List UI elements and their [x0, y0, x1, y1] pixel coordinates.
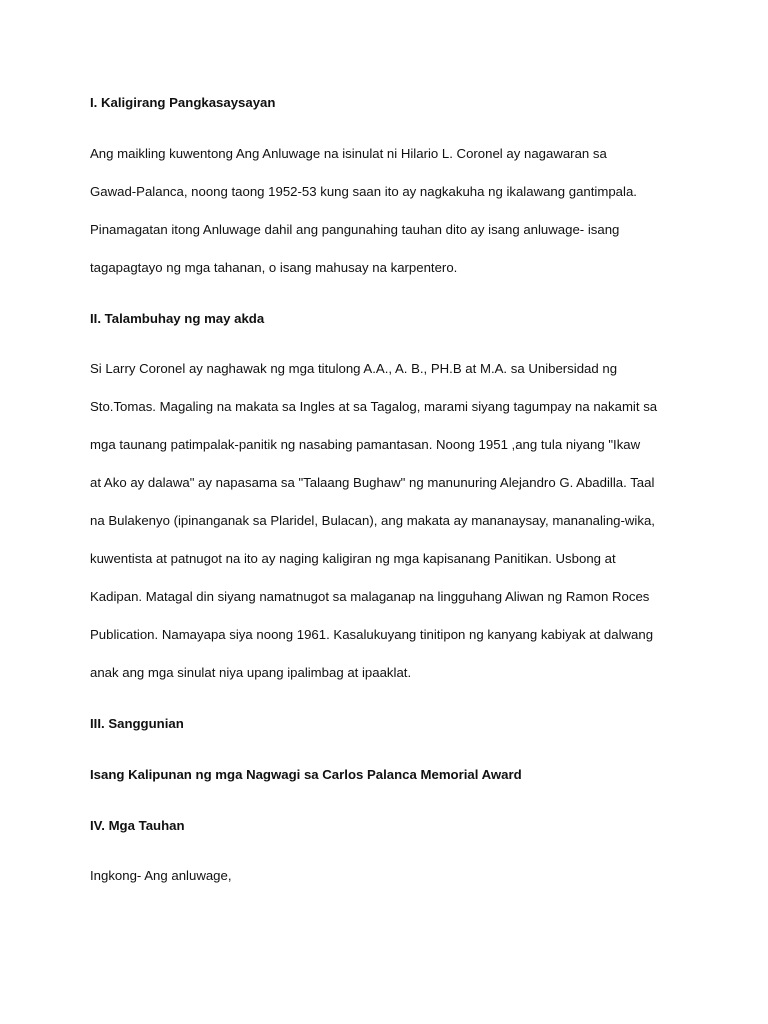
paragraph-line: tagapagtayo ng mga tahanan, o isang mahusay na karpentero. [90, 260, 458, 275]
paragraph-line: Pinamagatan itong Anluwage dahil ang pangunahing tauhan dito ay isang anluwage- isang [90, 222, 620, 237]
paragraph-line: Publication. Namayapa siya noong 1961. Kasalukuyang tinitipon ng kanyang kabiyak at dalwang [90, 627, 654, 642]
paragraph-line: Si Larry Coronel ay naghawak ng mga titulong A.A., A. B., PH.B at M.A. sa Unibersidad ng [90, 361, 618, 376]
paragraph-line: Ang maikling kuwentong Ang Anluwage na isinulat ni Hilario L. Coronel ay nagawaran sa [90, 146, 607, 161]
paragraph-line: anak ang mga sinulat niya upang ipalimbag at ipaaklat. [90, 665, 412, 680]
section-heading-tauhan: IV. Mga Tauhan [90, 818, 185, 833]
paragraph-line: na Bulakenyo (ipinanganak sa Plaridel, Bulacan), ang makata ay mananaysay, mananaling-wika, [90, 513, 655, 528]
section-heading-sanggunian: III. Sanggunian [90, 716, 184, 731]
paragraph-line: Gawad-Palanca, noong taong 1952-53 kung saan ito ay nagkakuha ng ikalawang gantimpala. [90, 184, 637, 199]
section-heading-kaligiran: I. Kaligirang Pangkasaysayan [90, 95, 276, 110]
paragraph-line: Kadipan. Matagal din siyang namatnugot sa malaganap na lingguhang Aliwan ng Ramon Roces [90, 589, 650, 604]
paragraph-line: kuwentista at patnugot na ito ay naging kaligiran ng mga kapisanang Panitikan. Usbong at [90, 551, 616, 566]
paragraph-line: Sto.Tomas. Magaling na makata sa Ingles at sa Tagalog, marami siyang tagumpay na nakamit sa [90, 399, 658, 414]
paragraph-line: Ingkong- Ang anluwage, [90, 868, 232, 883]
paragraph-line: mga taunang patimpalak-panitik ng nasabing pamantasan. Noong 1951 ,ang tula niyang "Ikaw [90, 437, 641, 452]
reference-title: Isang Kalipunan ng mga Nagwagi sa Carlos Palanca Memorial Award [90, 767, 522, 782]
paragraph-line: at Ako ay dalawa" ay napasama sa "Talaang Bughaw" ng manunuring Alejandro G. Abadilla. Taal [90, 475, 655, 490]
section-heading-talambuhay: II. Talambuhay ng may akda [90, 311, 265, 326]
